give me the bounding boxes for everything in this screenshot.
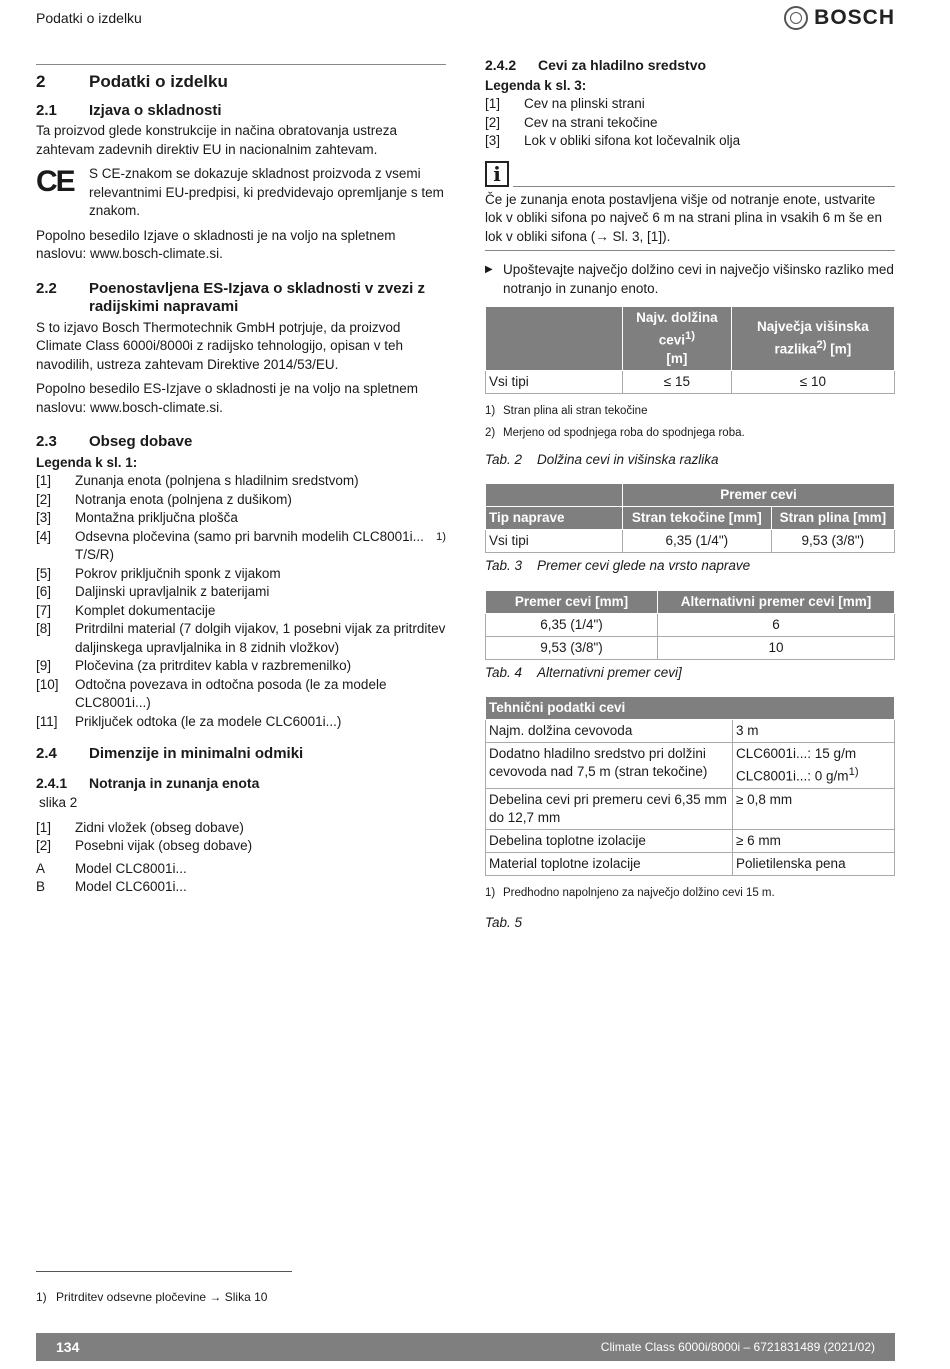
list-item: [7] Komplet dokumentacije: [36, 602, 216, 618]
legend-list: [36, 819, 446, 856]
info-notice: [485, 161, 895, 187]
page-footer: [36, 1333, 895, 1361]
right-column: [485, 56, 895, 947]
chapter-heading: 2 Podatki o izdelku: [36, 72, 228, 91]
table-footnote: 1) Stran plina ali stran tekočine: [485, 404, 648, 417]
table-header: Tip naprave: [486, 507, 623, 530]
table-header: Tehnični podatki cevi: [486, 697, 895, 720]
instruction-bullet: ▶ Upoštevajte največjo dolžino cevi in največjo višinsko razliko med notranjo in zunanjo enoto.: [485, 261, 895, 298]
page-number: 134: [56, 1339, 80, 1355]
list-item: [2] Cev na strani tekočine: [485, 114, 658, 130]
bullet-arrow-icon: ▶: [485, 264, 493, 275]
table-5: [485, 696, 895, 876]
list-item: B Model CLC6001i...: [36, 879, 187, 894]
document-id: Climate Class 6000i/8000i – 6721831489 (2021/02): [600, 1340, 875, 1354]
table-header: Največja višinska razlika$^{2)}$ [m]: [731, 307, 894, 371]
table-row: Debelina cevi pri premeru cevi 6,35 mm do 12,7 mm ≥ 0,8 mm: [486, 788, 895, 829]
figure-ref: slika 2: [39, 795, 78, 810]
left-column: [36, 64, 446, 897]
section-2-4-2-heading: 2.4.2 Cevi za hladilno sredstvo: [485, 57, 707, 73]
table-row: Debelina toplotne izolacije ≥ 6 mm: [486, 829, 895, 852]
bosch-logo: [784, 6, 895, 30]
table-row: Najm. dolžina cevovoda 3 m: [486, 720, 895, 743]
table-row: Vsi tipi 6,35 (1/4") 9,53 (3/8"): [486, 530, 895, 553]
list-item: [3] Montažna priključna plošča: [36, 510, 238, 525]
paragraph: Popolno besedilo ES-Izjave o skladnosti je na voljo na spletnem naslovu: www.bosch-climate.si.: [36, 381, 418, 415]
list-item: [8] Pritrdilni material (7 dolgih vijakov, 1 posebni vijak za pritrditev daljinskega upravljalnika in 8 zidnih vložkov): [36, 621, 446, 655]
table-3: [485, 483, 895, 553]
table-caption: Tab. 2 Dolžina cevi in višinska razlika: [485, 451, 719, 467]
info-icon: i: [485, 161, 509, 187]
paragraph: Ta proizvod glede konstrukcije in načina obratovanja ustreza zahtevam zadevnih direktiv EU in nacionalnim zahtevam.: [36, 123, 397, 157]
list-item: [5] Pokrov priključnih sponk z vijakom: [36, 565, 281, 581]
table-header: Stran plina [mm]: [771, 507, 894, 530]
list-item: [1] Cev na plinski strani: [485, 96, 645, 111]
list-item: A Model CLC8001i...: [36, 860, 187, 876]
legend-title: Legenda k sl. 3:: [485, 77, 587, 93]
table-2: [485, 306, 895, 394]
legend-title: Legenda k sl. 1:: [36, 454, 138, 470]
table-row: 9,53 (3/8") 10: [486, 636, 895, 659]
table-row: 6,35 (1/4") 6: [486, 613, 895, 636]
legend-list: [485, 95, 895, 151]
table-4: [485, 590, 895, 660]
footnote-divider: [36, 1271, 292, 1272]
table-header: Premer cevi: [623, 484, 895, 507]
list-item: [1] Zunanja enota (polnjena s hladilnim sredstvom): [36, 473, 359, 488]
bosch-armature-icon: [784, 6, 808, 30]
list-item: [2] Notranja enota (polnjena z dušikom): [36, 491, 292, 507]
table-caption: Tab. 3 Premer cevi glede na vrsto naprave: [485, 558, 751, 573]
table-row: Material toplotne izolacije Polietilenska pena: [486, 852, 895, 875]
header-section-title: Podatki o izdelku: [36, 10, 142, 26]
list-item: [4] Odsevna pločevina (samo pri barvnih modelih CLC8001i... T/S/R) 1): [36, 528, 446, 562]
table-header: Premer cevi [mm]: [486, 590, 658, 613]
paragraph: S to izjavo Bosch Thermotechnik GmbH potrjuje, da proizvod Climate Class 6000i/8000i z radijsko tehnologijo, opisan v teh navodilih, ustreza zahtevam Direktive 2014/53/EU.: [36, 319, 403, 372]
ce-block: [36, 165, 446, 221]
paragraph: Popolno besedilo Izjave o skladnosti je na voljo na spletnem naslovu: www.bosch-climate.si.: [36, 227, 396, 261]
table-footnote: 2) Merjeno od spodnjega roba do spodnjega roba.: [485, 427, 745, 439]
section-2-1-heading: 2.1 Izjava o skladnosti: [36, 101, 222, 119]
table-header: Alternativni premer cevi [mm]: [658, 590, 895, 613]
page-footnote: 1) Pritrditev odsevne pločevine → Slika 10: [36, 1290, 268, 1304]
list-item: [6] Daljinski upravljalnik z baterijami: [36, 584, 270, 599]
section-2-4-heading: 2.4 Dimenzije in minimalni odmiki: [36, 745, 304, 762]
section-2-3-heading: 2.3 Obseg dobave: [36, 433, 193, 450]
list-item: [10] Odtočna povezava in odtočna posoda (le za modele CLC8001i...): [36, 676, 387, 710]
ce-text: S CE-znakom se dokazuje skladnost proizvoda z vsemi relevantnimi EU-predpisi, ki predvidevajo opremljanje s tem znakom.: [89, 166, 444, 218]
table-header: Stran tekočine [mm]: [623, 507, 772, 530]
table-row: Vsi tipi ≤ 15 ≤ 10: [486, 370, 895, 393]
list-item: [11] Priključek odtoka (le za modele CLC6001i...): [36, 713, 342, 729]
list-item: [3] Lok v obliki sifona kot ločevalnik olja: [485, 133, 741, 148]
ce-mark-icon: CE: [36, 165, 74, 198]
model-list: [36, 860, 446, 897]
list-item: [2] Posebni vijak (obseg dobave): [36, 838, 253, 853]
list-item: [9] Pločevina (za pritrditev kabla v razbremenilko): [36, 658, 352, 673]
table-row: Dodatno hladilno sredstvo pri dolžini cevovoda nad 7,5 m (stran tekočine) CLC6001i...: 15 g/m CLC8001i...: 0 $g/m^{1)}$: [486, 743, 895, 789]
table-footnote: 1) Predhodno napolnjeno za največjo dolžino cevi 15 m.: [485, 886, 775, 899]
table-header: Najv. dolžina cevi$^{1)}$ [m]: [623, 307, 732, 371]
legend-list: [36, 472, 446, 731]
brand-name: BOSCH: [814, 5, 895, 29]
info-text: Če je zunanja enota postavljena višje od notranje enote, ustvarite lok v obliki sifona po največ 6 m na strani plina in vsakih 6 m še en lok v obliki sifona (→ Sl. 3, [1]).: [485, 191, 895, 252]
section-2-4-1-heading: 2.4.1 Notranja in zunanja enota: [36, 774, 260, 791]
table-caption: Tab. 4 Alternativni premer cevi]: [485, 664, 682, 680]
section-2-2-heading: 2.2 Poenostavljena ES-Izjava o skladnosti v zvezi z radijskimi napravami: [36, 279, 425, 315]
table-caption: Tab. 5: [485, 915, 523, 930]
list-item: [1] Zidni vložek (obseg dobave): [36, 819, 244, 835]
